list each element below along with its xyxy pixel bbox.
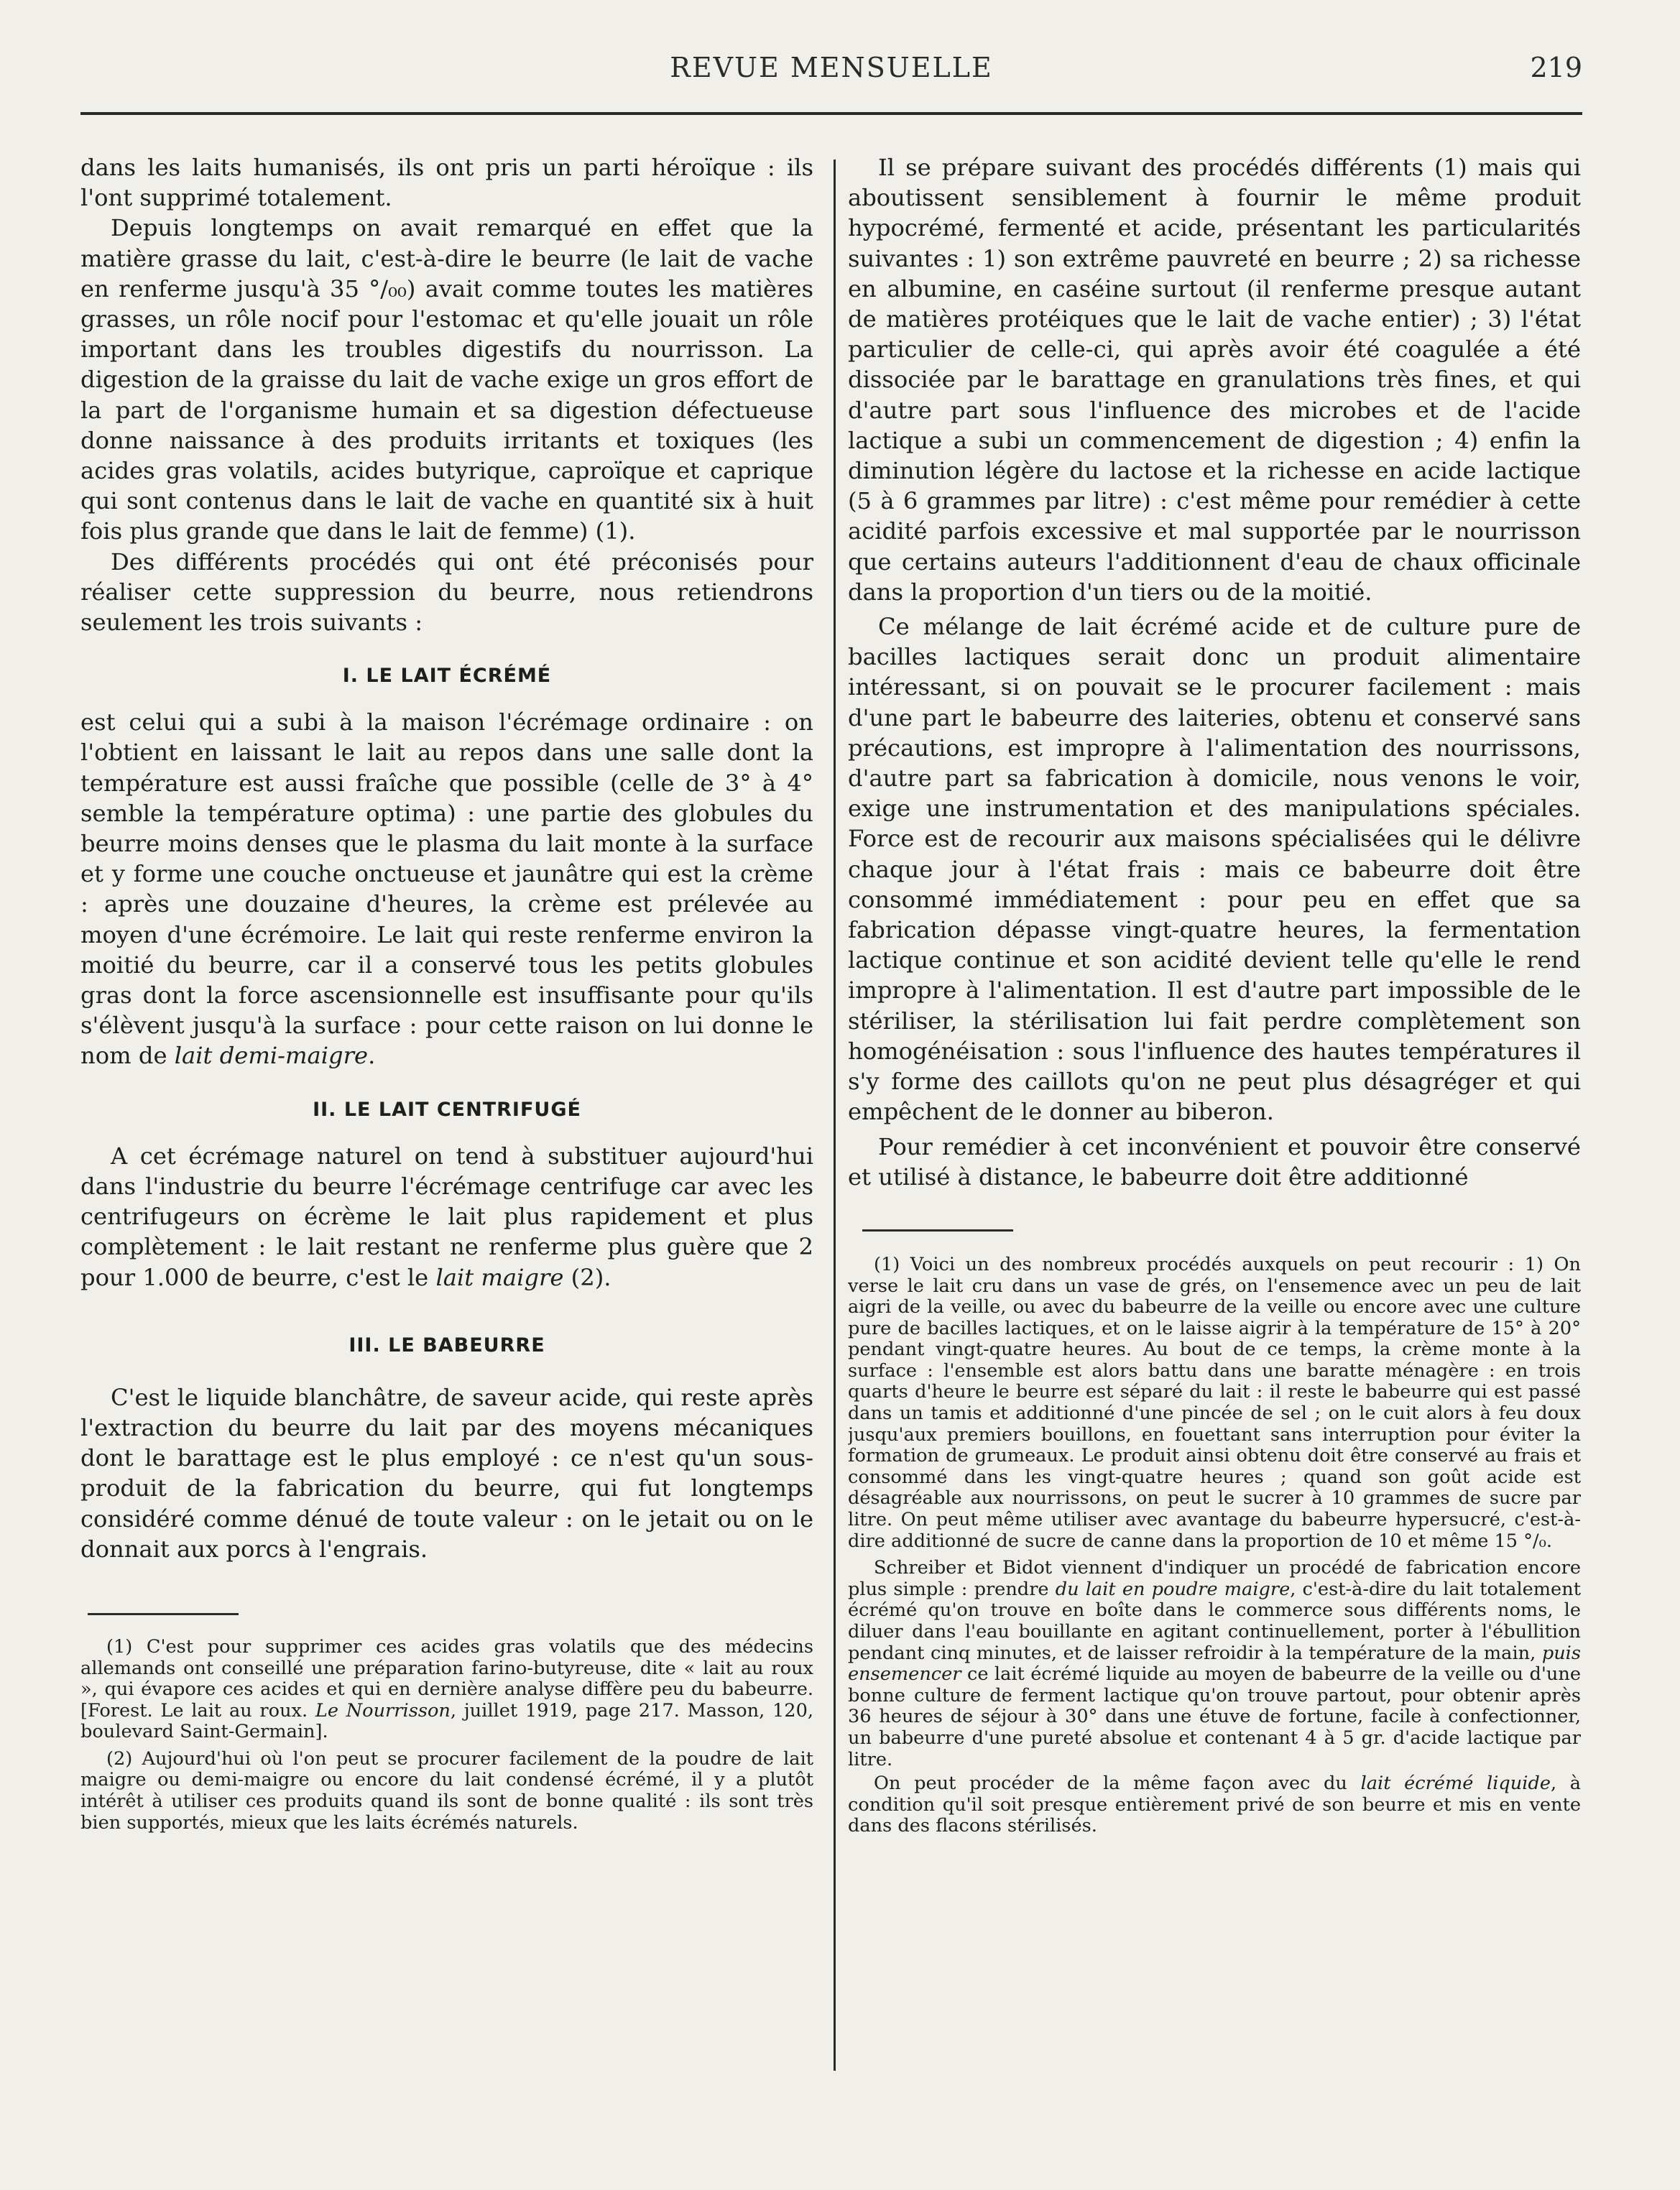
paragraph: Pour remédier à cet inconvénient et pouvoir être conservé et utilisé à distance, le babeurre doit être additionné (848, 1132, 1581, 1191)
footnote-text: Schreiber et Bidot viennent d'indiquer un procédé de fabrication encore plus simple : prendre (848, 1557, 1581, 1600)
left-column (80, 152, 813, 1992)
footnote: (2) Aujourd'hui où l'on peut se procurer facilement de la poudre de lait maigre ou demi-maigre ou encore du lait condensé écrémé, il y a plutôt intérêt à utiliser ces produits quand ils sont de bonne qualité : ils sont très bien supportés, mieux que les laits écrémés naturels. (80, 1747, 813, 1834)
footnote (848, 1773, 1581, 1837)
section-heading-babeurre: III. LE BABEURRE (349, 1334, 545, 1357)
footnote-text: , à condition qu'il soit presque entièrement privé de son beurre et mis en vente dans des flacons stérilisés. (848, 1773, 1581, 1837)
section-body-lait-centrifuge (80, 1141, 813, 1293)
page-number: 219 (1530, 52, 1582, 83)
section-body-lait-ecreme (80, 707, 813, 1071)
paragraph: Depuis longtemps on avait remarqué en effet que la matière grasse du lait, c'est-à-dire le beurre (le lait de vache en renferme jusqu'à 35 °/₀₀) avait comme toutes les matières grasses, un rôle nocif pour l'estomac et qu'elle jouait un rôle important dans les troubles digestifs du nourrisson. La digestion de la graisse du lait de vache exige un gros effort de la part de l'organisme humain et sa digestion défectueuse donne naissance à des produits irritants et toxiques (les acides gras volatils, acides butyrique, caproïque et caprique qui sont contenus dans le lait de vache en quantité six à huit fois plus grande que dans le lait de femme) (1). (80, 214, 813, 545)
body-text: est celui qui a subi à la maison l'écrémage ordinaire : on l'obtient en laissant le lait au repos dans une salle dont la température est aussi fraîche que possible (celle de 3° à 4° semble la température optima) : une partie des globules du beurre moins denses que le plasma du lait monte à la surface et y forme une couche onctueuse et jaunâtre qui est la crème : après une douzaine d'heures, la crème est prélevée au moyen d'une écrémoire. Le lait qui reste renferme environ la moitié du beurre, car il a conservé tous les petits globules gras dont la force ascensionnelle est insuffisante pour qu'ils s'élèvent jusqu'à la surface : pour cette raison on lui donne le nom de (80, 708, 813, 1070)
footnote-rule (88, 1613, 239, 1615)
italic-term: du lait en poudre maigre (1055, 1578, 1291, 1600)
header-rule (80, 112, 1582, 115)
footnotes-left (80, 1637, 813, 1834)
italic-term: lait demi-maigre (174, 1042, 369, 1070)
body-text: . (368, 1042, 376, 1070)
paragraph: dans les laits humanisés, ils ont pris un parti héroïque : ils l'ont supprimé totalement. (80, 154, 813, 212)
section-heading-lait-ecreme: I. LE LAIT ÉCRÉMÉ (342, 665, 552, 688)
body-text: (2). (563, 1263, 611, 1291)
footnotes-right (848, 1255, 1581, 1837)
italic-term: lait écrémé liquide (1360, 1773, 1551, 1795)
footnote-text: On peut procéder de la même façon avec du (874, 1773, 1347, 1795)
italic-term: puis ensemencer (848, 1642, 1581, 1686)
footnote-text: , juillet 1919, page 217. Masson, 120, boulevard Saint-Germain]. (80, 1699, 813, 1743)
column-divider (834, 160, 836, 2071)
footnote: (1) Voici un des nombreux procédés auxquels on peut recourir : 1) On verse le lait cru dans un vase de grés, on l'ensemence avec un peu de lait aigri de la veille, ou avec du babeurre de la veille ou encore avec une culture pure de bacilles lactiques, et on le laisse aigrir à la température de 15° à 20° pendant vingt-quatre heures. Au bout de ce temps, la crème monte à la surface : l'ensemble est alors battu dans une baratte ménagère : en trois quarts d'heure le beurre est séparé du lait : il reste le babeurre qui est passé dans un tamis et additionné d'une pincée de sel ; on le cuit alors à feu doux jusqu'aux premiers bouillons, en fouettant sans interruption pour éviter la formation de grumeaux. Le produit ainsi obtenu doit être conservé au frais et consommé dans les vingt-quatre heures ; quand son goût acide est désagréable aux nourrissons, on peut le sucrer à 10 grammes de sucre par litre. On peut même utiliser avec avantage du babeurre hypersucré, c'est-à-dire additionné de sucre de canne dans la proportion de 10 et même 15 °/₀. (848, 1253, 1581, 1552)
body-text: A cet écrémage naturel on tend à substituer aujourd'hui dans l'industrie du beurre l'écrémage centrifuge car avec les centrifugeurs on écrème le lait plus rapidement et plus complètement : le lait restant ne renferme plus guère que 2 pour 1.000 de beurre, c'est le (80, 1142, 813, 1291)
paragraph: Il se prépare suivant des procédés différents (1) mais qui aboutissent sensiblement à fournir le même produit hypocrémé, fermenté et acide, présentant les particularités suivantes : 1) son extrême pauvreté en beurre ; 2) sa richesse en albumine, en caséine surtout (il renferme presque autant de matières protéiques que le lait de vache entier) ; 3) l'état particulier de celle-ci, qui après avoir été coagulée a été dissociée par le barattage en granulations très fines, et qui d'autre part sous l'influence des microbes et de l'acide lactique a subi un commencement de digestion ; 4) enfin la diminution légère du lactose et la richesse en acide lactique (5 à 6 grammes par litre) : c'est même pour remédier à cette acidité parfois excessive et mal supportée par le nourrisson que certains auteurs l'additionnent d'eau de chaux officinale dans la proportion d'un tiers ou de la moitié. (848, 154, 1581, 606)
section-body-babeurre: C'est le liquide blanchâtre, de saveur acide, qui reste après l'extraction du beurre du lait par des moyens mécaniques dont le barattage est le plus employé : ce n'est qu'un sous-produit de la fabrication du beurre, qui fut longtemps considéré comme dénué de toute valeur : on le jetait ou on le donnait aux porcs à l'engrais. (80, 1383, 813, 1563)
footnote-text: , c'est-à-dire du lait totalement écrémé qu'on trouve en boîte dans le commerce sous différents noms, le diluer dans l'eau bouillante en agitant continuellement, porter à l'ébullition pendant cinq minutes, et de laisser refroidir à la température de la main, (848, 1578, 1581, 1664)
running-header (80, 52, 1582, 95)
italic-term: Le Nourrisson (315, 1699, 451, 1722)
paragraph: Des différents procédés qui ont été préconisés pour réaliser cette suppression du beurre, nous retiendrons seulement les trois suivants : (80, 548, 813, 637)
section-heading-lait-centrifuge: II. LE LAIT CENTRIFUGÉ (313, 1098, 581, 1121)
footnote-text: ce lait écrémé liquide au moyen de babeurre de la veille ou d'une bonne culture de ferment lactique qu'on trouve partout, pour obtenir après 36 heures de séjour à 30° dans une étuve de fortune, facile à confectionner, un babeurre d'une pureté absolue et contenant 4 à 5 gr. d'acide lactique par litre. (848, 1663, 1581, 1770)
italic-term: lait maigre (435, 1263, 564, 1291)
footnote (848, 1558, 1581, 1770)
footnote-rule (862, 1229, 1013, 1232)
footnote-text: (1) C'est pour supprimer ces acides gras volatils que des médecins allemands ont conseillé une préparation farino-butyreuse, dite « lait au roux », qui évapore ces acides et qui en dernière analyse diffère peu du babeurre. [Forest. Le lait au roux. (80, 1635, 813, 1722)
journal-title: REVUE MENSUELLE (670, 52, 993, 83)
paragraph: Ce mélange de lait écrémé acide et de culture pure de bacilles lactiques serait donc un produit alimentaire intéressant, si on pouvait se le procurer facilement : mais d'une part le babeurre des laiteries, obtenu et conservé sans précautions, est impropre à l'alimentation des nourrissons, d'autre part sa fabrication à domicile, nous venons le voir, exige une instrumentation et des manipulations spéciales. Force est de recourir aux maisons spécialisées qui le délivre chaque jour à l'état frais : mais ce babeurre doit être consommé immédiatement : pour peu en effet que sa fabrication dépasse vingt-quatre heures, la fermentation lactique continue et son acidité devient telle qu'elle le rend impropre à l'alimentation. Il est d'autre part impossible de le stériliser, la stérilisation lui fait perdre complètement son homogénéisation : sous l'influence des hautes températures il s'y forme des caillots qu'on ne peut plus désagréger et qui empêchent de le donner au biberon. (848, 613, 1581, 1126)
right-column (848, 152, 1581, 1992)
footnote (80, 1637, 813, 1743)
